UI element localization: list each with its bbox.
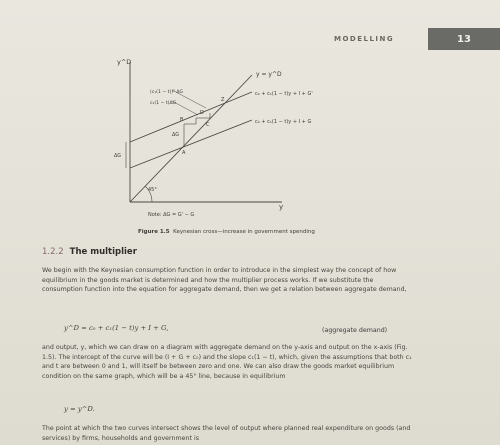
equation-aggregate-demand: y^D = c₀ + c₁(1 − t)y + I + G, xyxy=(64,324,169,332)
figure-caption xyxy=(138,229,315,235)
ad-line-lower xyxy=(130,120,252,168)
section-title: The multiplier xyxy=(69,247,137,257)
figure-caption-text: Keynesian cross—increase in government spending xyxy=(173,229,315,235)
x-axis-label: y xyxy=(279,203,284,211)
equation-equilibrium: y = y^D. xyxy=(64,405,95,413)
annot-delta-g-left: ΔG xyxy=(114,154,121,159)
running-head: MODELLING xyxy=(334,35,395,43)
y-axis-label: y^D xyxy=(117,58,132,66)
paragraph-1: We begin with the Keynesian consumption function in order to introduce in the simplest way the concept of how equilibrium in the goods market is determined and how the multiplier process works. If we substitute the consumption function into the equation for aggregate demand, then we get a relation between aggregate demand, xyxy=(42,267,407,294)
angle-label: 45° xyxy=(148,187,157,193)
upper-line-label: c₀ + c₁(1 − t)y + I + G' xyxy=(255,91,313,97)
page-number: 13 xyxy=(428,28,500,50)
annot-top-2: c₁(1 − t)ΔG xyxy=(150,101,177,106)
point-a: A xyxy=(182,150,186,156)
point-c: C xyxy=(206,122,210,128)
paragraph-2: and output, y, which we can draw on a diagram with aggregate demand on the y-axis and output on the x-axis (Fig. 1.5). The intercept of the curve will be (I + G + c₀) and the slope c₁(1 − t), which, given the assumptions that both c₁ and t are between 0 and 1, will itself be between zero and one. We can also draw the goods market equilibrium condition on the same graph, which will be a 45° line, because in equilibrium xyxy=(42,344,412,380)
equation-tag: (aggregate demand) xyxy=(322,327,388,334)
annot-top-1: (c₁(1 − t))² ΔG xyxy=(150,90,184,95)
section-heading xyxy=(42,247,137,257)
figure-note: Note: ΔG = G' − G xyxy=(148,212,195,218)
line-45-label: y = y^D xyxy=(256,71,282,78)
figure-label: Figure 1.5 xyxy=(138,229,170,235)
point-z: Z xyxy=(221,97,225,103)
paragraph-3: The point at which the two curves intersect shows the level of output where planned real expenditure on goods (and services) by firms, households and government is xyxy=(42,425,411,442)
ad-line-upper xyxy=(130,92,252,142)
point-d: D xyxy=(200,110,204,116)
section-number: 1.2.2 xyxy=(42,247,64,257)
line-45 xyxy=(130,75,252,202)
annot-delta-g: ΔG xyxy=(172,133,179,138)
lower-line-label: c₀ + c₁(1 − t)y + I + G xyxy=(255,119,312,125)
point-b: B xyxy=(180,117,184,123)
